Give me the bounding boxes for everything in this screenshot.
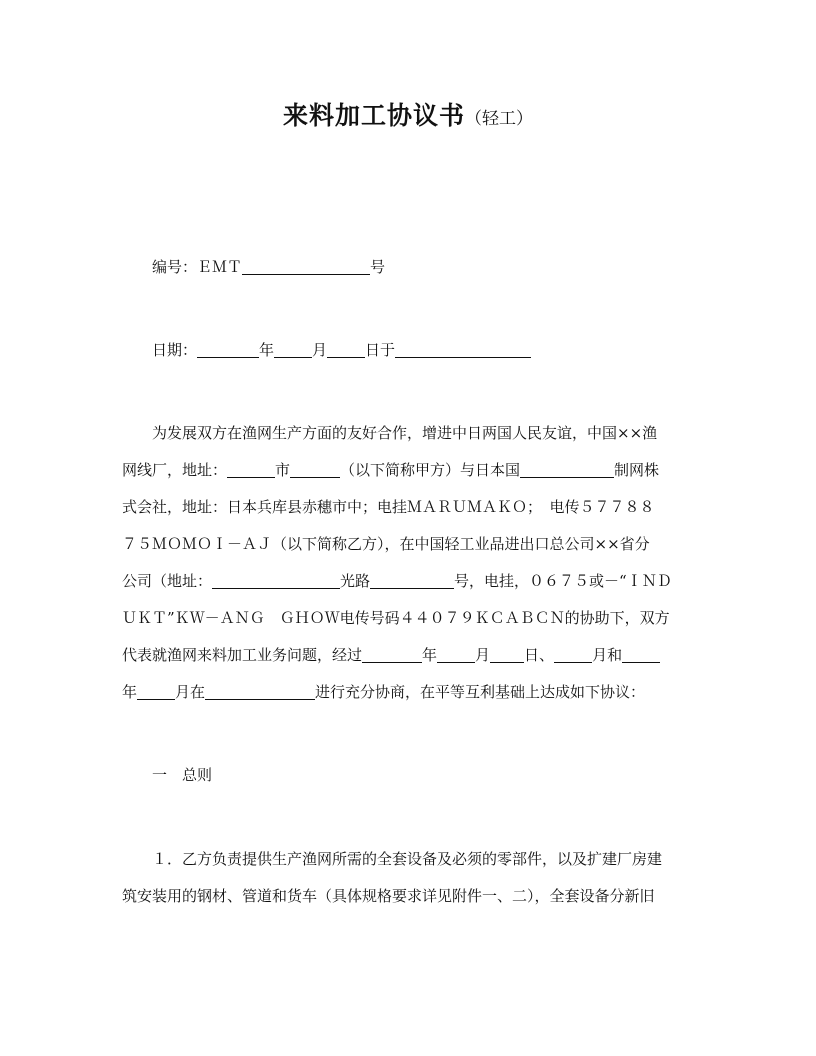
negotiation-year-blank — [362, 647, 422, 663]
city-blank — [290, 462, 340, 478]
year-blank — [197, 342, 259, 358]
date-line — [122, 339, 726, 361]
preamble-text: 年 — [122, 683, 138, 701]
item-1-text: 筑安装用的钢材、管道和货车（具体规格要求详见附件一、二），全套设备分新旧 — [122, 887, 655, 905]
preamble-text: 月 — [475, 646, 491, 664]
preamble-line-2 — [122, 459, 696, 481]
preamble-text: ７５ＭＯＭＯＩ－ＡＪ（以下简称乙方），在中国轻工业品进出口总公司××省分 — [122, 535, 650, 553]
number-suffix: 号 — [370, 258, 386, 276]
year-label: 年 — [259, 341, 275, 359]
preamble-text: 制网株 — [614, 461, 660, 479]
address-blank-2 — [212, 573, 340, 589]
preamble-text: 网线厂，地址： — [122, 461, 228, 479]
preamble-text: 式会社，地址：日本兵库县赤穗市中；电挂ＭＡＲＵＭＡＫＯ； 电传５７７８８ — [122, 498, 655, 516]
preamble-text: 年 — [422, 646, 438, 664]
preamble-line-6 — [122, 607, 696, 629]
preamble-text: 公司（地址： — [122, 572, 213, 590]
negotiation-day-blank — [490, 647, 524, 663]
negotiation-month-blank-2 — [554, 647, 592, 663]
preamble-line-7 — [122, 644, 696, 666]
preamble-text: 进行充分协商，在平等互利基础上达成如下协议： — [315, 683, 646, 701]
section-1-heading: 一 总则 — [152, 766, 213, 784]
title-suffix: （轻工） — [465, 109, 533, 129]
negotiation-year-blank-2 — [622, 647, 660, 663]
address-blank — [227, 462, 275, 478]
preamble-text: 代表就渔网来料加工业务问题，经过 — [122, 646, 363, 664]
preamble-text: 月和 — [592, 646, 623, 664]
day-blank — [327, 342, 365, 358]
road-number-blank — [370, 573, 454, 589]
date-label: 日期： — [152, 341, 198, 359]
preamble-line-1 — [122, 422, 726, 444]
preamble-text: （以下简称甲方）与日本国 — [340, 461, 521, 479]
preamble-text: 号，电挂，０６７５或－“ＩＮＤ — [454, 572, 672, 590]
preamble-text: 市 — [275, 461, 291, 479]
place-blank — [395, 342, 531, 358]
number-blank — [242, 259, 370, 275]
item-1-line-1 — [122, 848, 726, 870]
preamble-line-5 — [122, 570, 696, 592]
month-blank — [274, 342, 312, 358]
title-main: 来料加工协议书 — [282, 101, 465, 130]
document-title — [0, 96, 816, 132]
preamble-line-4 — [122, 533, 696, 555]
item-1-text: １．乙方负责提供生产渔网所需的全套设备及必须的零部件，以及扩建厂房建 — [152, 850, 663, 868]
preamble-text: 日、 — [524, 646, 555, 664]
preamble-text: 为发展双方在渔网生产方面的友好合作，增进中日两国人民友谊，中国××渔 — [152, 424, 658, 442]
preamble-text: 月在 — [175, 683, 206, 701]
preamble-line-3 — [122, 496, 696, 518]
item-1-line-2 — [122, 885, 696, 907]
company-blank — [520, 462, 614, 478]
day-at-label: 日于 — [365, 341, 396, 359]
number-line — [122, 256, 726, 278]
negotiation-month-blank-3 — [137, 684, 175, 700]
negotiation-month-blank — [437, 647, 475, 663]
preamble-line-8 — [122, 681, 696, 703]
negotiation-place-blank — [205, 684, 315, 700]
preamble-text: 光路 — [340, 572, 371, 590]
section-heading — [122, 764, 726, 786]
month-label: 月 — [312, 341, 328, 359]
preamble-text: ＵＫＴ”ＫＷ－ＡＮＧ ＧＨＯＷ电传号码４４０７９ＫＣＡＢＣＮ的协助下，双方 — [122, 609, 670, 627]
number-label: 编号：ＥＭＴ — [152, 258, 243, 276]
